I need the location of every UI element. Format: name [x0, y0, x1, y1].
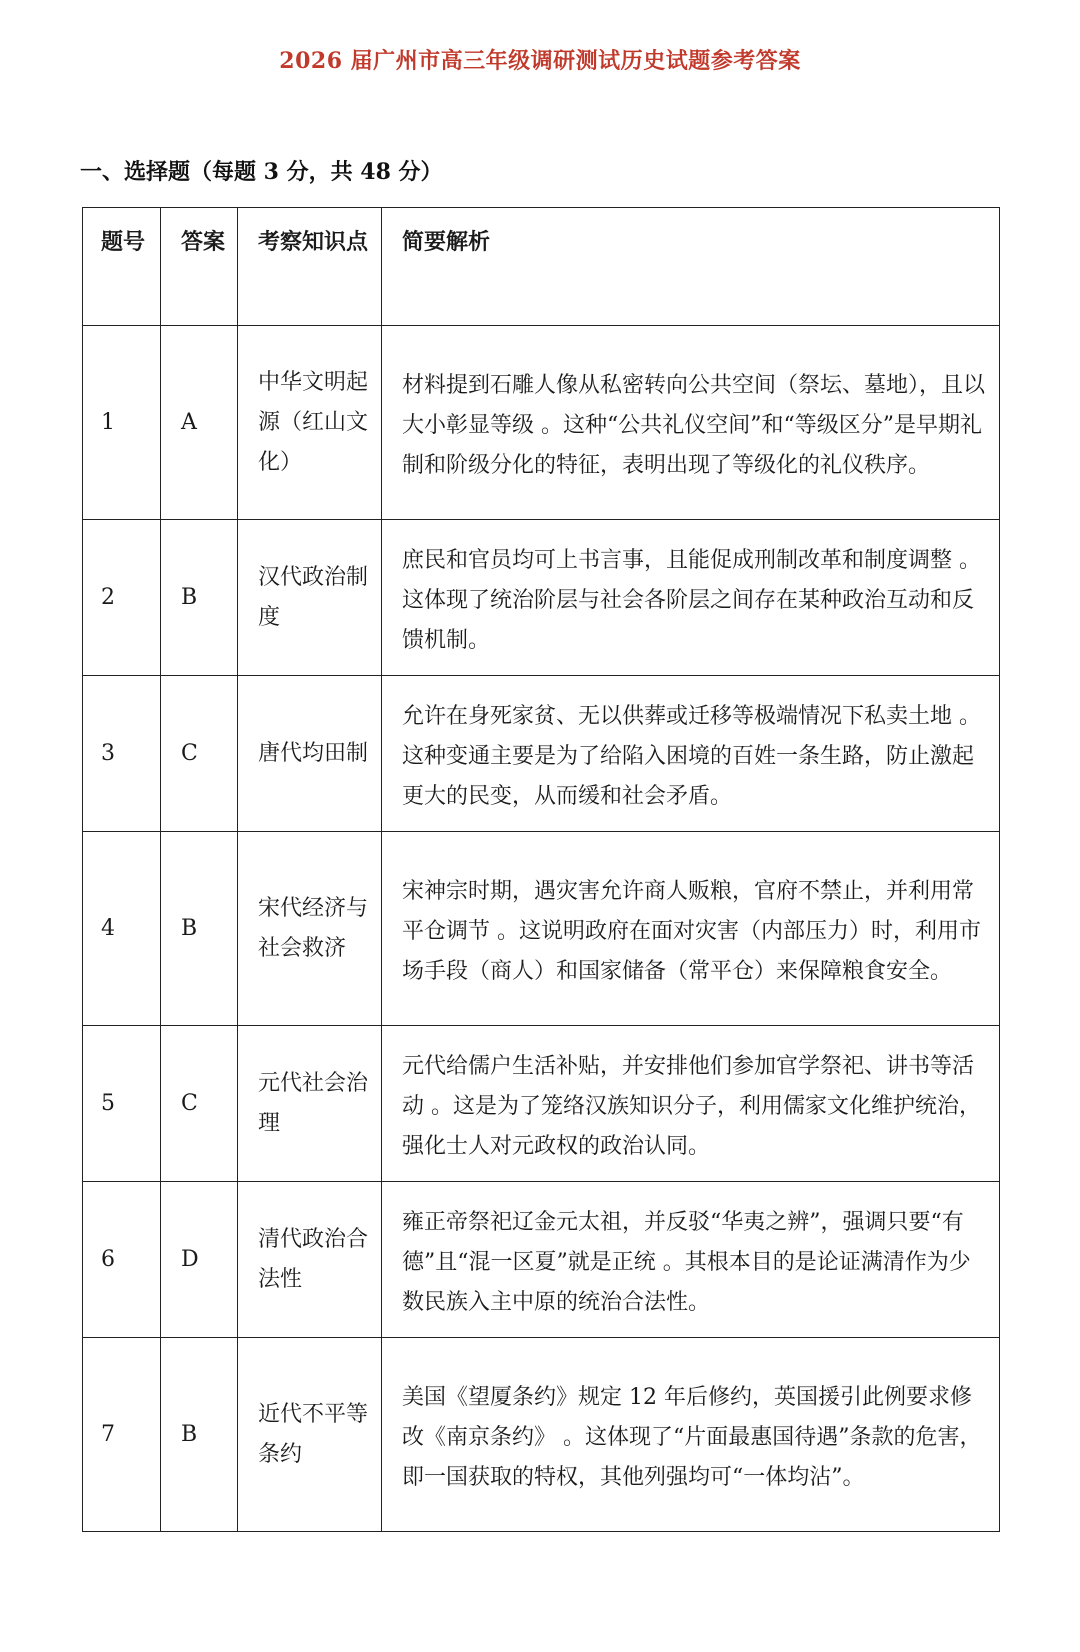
table-row	[83, 1338, 1000, 1532]
row-analysis: 美国《望厦条约》规定 12 年后修约，英国援引此例要求修改《南京条约》 。这体现了“片面最惠国待遇”条款的危害，即一国获取的特权，其他列强均可“一体均沾”。	[382, 1338, 1000, 1532]
document-title: 2026 届广州市高三年级调研测试历史试题参考答案	[279, 48, 801, 74]
row-topic: 汉代政治制度	[238, 520, 382, 676]
header-question-number: 题号	[83, 208, 161, 326]
row-analysis: 材料提到石雕人像从私密转向公共空间（祭坛、墓地），且以大小彰显等级 。这种“公共礼仪空间”和“等级区分”是早期礼制和阶级分化的特征，表明出现了等级化的礼仪秩序。	[382, 326, 1000, 520]
row-topic: 唐代均田制	[238, 676, 382, 832]
header-analysis: 简要解析	[382, 208, 1000, 326]
row-answer: D	[161, 1182, 238, 1338]
table-row	[83, 326, 1000, 520]
row-answer: A	[161, 326, 238, 520]
row-topic: 清代政治合法性	[238, 1182, 382, 1338]
row-answer: B	[161, 520, 238, 676]
table-row	[83, 1182, 1000, 1338]
row-answer: C	[161, 1026, 238, 1182]
row-analysis: 庶民和官员均可上书言事，且能促成刑制改革和制度调整 。这体现了统治阶层与社会各阶层之间存在某种政治互动和反馈机制。	[382, 520, 1000, 676]
header-knowledge-point: 考察知识点	[238, 208, 382, 326]
table-row	[83, 1026, 1000, 1182]
answer-table	[82, 207, 1000, 1532]
table-row	[83, 832, 1000, 1026]
row-analysis: 雍正帝祭祀辽金元太祖，并反驳“华夷之辨”，强调只要“有德”且“混一区夏”就是正统 。其根本目的是论证满清作为少数民族入主中原的统治合法性。	[382, 1182, 1000, 1338]
row-analysis: 允许在身死家贫、无以供葬或迁移等极端情况下私卖土地 。这种变通主要是为了给陷入困境的百姓一条生路，防止激起更大的民变，从而缓和社会矛盾。	[382, 676, 1000, 832]
table-row	[83, 520, 1000, 676]
row-topic: 元代社会治理	[238, 1026, 382, 1182]
row-number: 1	[83, 326, 161, 520]
row-answer: B	[161, 1338, 238, 1532]
row-analysis: 宋神宗时期，遇灾害允许商人贩粮，官府不禁止，并利用常平仓调节 。这说明政府在面对灾害（内部压力）时，利用市场手段（商人）和国家储备（常平仓）来保障粮食安全。	[382, 832, 1000, 1026]
row-number: 5	[83, 1026, 161, 1182]
header-answer: 答案	[161, 208, 238, 326]
row-topic: 宋代经济与社会救济	[238, 832, 382, 1026]
table-header-row	[83, 208, 1000, 326]
row-analysis: 元代给儒户生活补贴，并安排他们参加官学祭祀、讲书等活动 。这是为了笼络汉族知识分子，利用儒家文化维护统治，强化士人对元政权的政治认同。	[382, 1026, 1000, 1182]
row-topic: 近代不平等条约	[238, 1338, 382, 1532]
row-number: 4	[83, 832, 161, 1026]
section-heading: 一、选择题（每题 3 分，共 48 分）	[80, 159, 443, 185]
row-number: 7	[83, 1338, 161, 1532]
row-number: 6	[83, 1182, 161, 1338]
table-row	[83, 676, 1000, 832]
row-answer: B	[161, 832, 238, 1026]
row-number: 3	[83, 676, 161, 832]
row-answer: C	[161, 676, 238, 832]
row-topic: 中华文明起源（红山文化）	[238, 326, 382, 520]
row-number: 2	[83, 520, 161, 676]
